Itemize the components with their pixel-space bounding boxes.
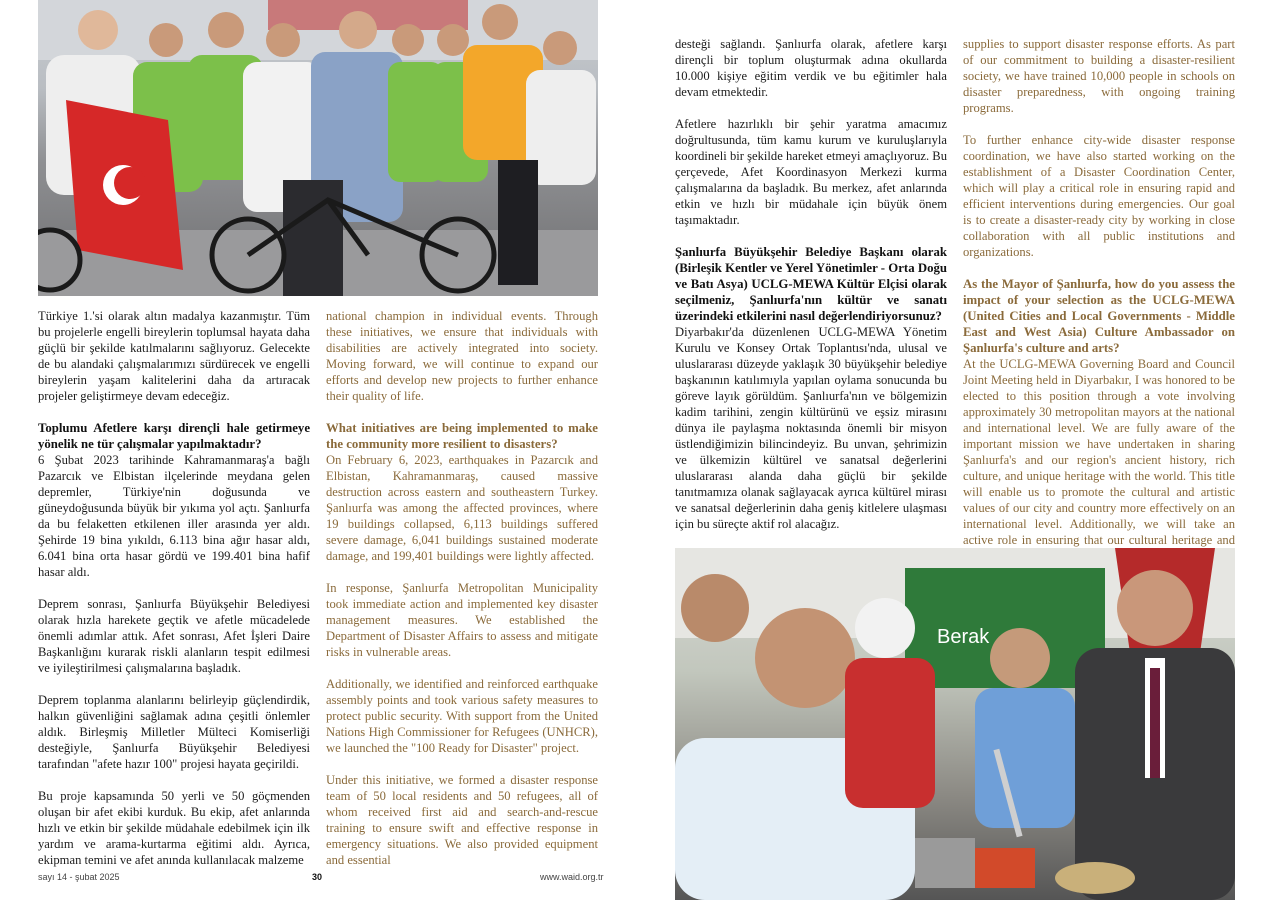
tr-paragraph: Afetlere hazırlıklı bir şehir yaratma amacımız doğrultusunda, tüm kamu kurum ve kuruluşlarıyla koordineli bir şekilde hareket etmeyi amaçlıyoruz. Bu çerçevede, Afet Koordinasyon Merkezi kurma çalışmalarına da başladık. Bu merkez, afet anlarında etkin ve hızlı bir müdahale için büyük önem taşımaktadır. [675,117,947,227]
tr-paragraph: Bu proje kapsamında 50 yerli ve 50 göçmenden oluşan bir afet ekibi kurduk. Bu ekip, afet anlarında hızlı ve etkin bir şekilde müdahale edebilmek için ilk yardım ve arama-kurtarma eğitimi aldı. Ayrıca, ekipman temini ve afet anında kullanılacak malzeme [38,789,310,867]
sign-text: Berak [937,626,990,648]
en-paragraph: Additionally, we identified and reinforced earthquake assembly points and took various safety measures to protect public security. With support from the United Nations High Commissioner for Refugees (UNHCR), we launched the "100 Ready for Disaster" project. [326,677,598,755]
page-number: 30 [312,872,323,882]
left-english-column [326,308,598,884]
en-paragraph: To further enhance city-wide disaster response coordination, we have also started working on the establishment of a Disaster Coordination Center, which will play a critical role in ensuring rapid and efficient interventions during emergencies. Our goal is to create a disaster-ready city by working in close collaboration with all public institutions and organizations. [963,133,1235,259]
tr-intro-paragraph: Türkiye 1.'si olarak altın madalya kazanmıştır. Tüm bu projelerle engelli bireylerin toplumsal hayata daha güçlü bir şekilde katılmalarını sağlıyoruz. Gelecekte de bu alandaki çalışmalarımızı sürdürecek ve engelli bireylerin yaşam kalitelerini daha da artıracak projeler geliştirmeye devam edeceğiz. [38,309,310,403]
en-paragraph: In response, Şanlıurfa Metropolitan Municipality took immediate action and implemented key disaster management measures. We established the Department of Disaster Affairs to assess and mitigate risks in vulnerable areas. [326,581,598,659]
cyclists-group-photo [38,0,598,296]
tr-question-heading: Şanlıurfa Büyükşehir Belediye Başkanı olarak (Birleşik Kentler ve Yerel Yönetimler - Orta Doğu ve Batı Asya) UCLG-MEWA Kültür Elçisi olarak seçilmeniz, Şanlıurfa'nın kültür ve sanatı üzerindeki etkilerini nasıl değerlendiriyorsunuz? [675,245,947,323]
footer-issue: sayı 14 - şubat 2025 [38,872,120,882]
left-turkish-column [38,308,310,884]
footer-url[interactable]: www.waid.org.tr [540,872,604,882]
right-page [637,0,1273,900]
en-question-heading: What initiatives are being implemented to make the community more resilient to disasters? [326,421,598,451]
left-page [0,0,636,900]
food-serving-photo [675,548,1235,900]
tr-paragraph: desteği sağlandı. Şanlıurfa olarak, afetlere karşı dirençli bir toplum oluşturmak adına okullarda 10.000 kişiye eğitim verdik ve bu eğitimler hala devam etmektedir. [675,37,947,99]
right-english-column [963,36,1235,596]
en-question-heading: As the Mayor of Şanlıurfa, how do you assess the impact of your selection as the UCLG-MEWA (United Cities and Local Governments - Middle East and West Asia) Culture Ambassador on Şanlıurfa's culture and arts? [963,277,1235,355]
tr-question-heading: Toplumu Afetlere karşı dirençli hale getirmeye yönelik ne tür çalışmalar yapılmaktadır? [38,421,310,451]
en-intro-paragraph: national champion in individual events. Through these initiatives, we ensure that individuals with disabilities are actively integrated into society. Moving forward, we will continue to expand our efforts and develop new projects to further enhance their quality of life. [326,309,598,403]
en-paragraph: Under this initiative, we formed a disaster response team of 50 local residents and 50 refugees, all of whom received first aid and search-and-rescue training to ensure swift and effective response in emergency situations. We also provided equipment and essential [326,773,598,867]
tr-paragraph: 6 Şubat 2023 tarihinde Kahramanmaraş'a bağlı Pazarcık ve Elbistan ilçelerinde meydana gelen depremler, Türkiye'nin doğusunda ve güneydoğusunda büyük bir yıkıma yol açtı. Şanlıurfa da bu felaketten etkilenen iller arasında yer aldı. Şehirde 19 bina yıkıldı, 6.113 bina ağır hasar aldı, 6.041 bina orta hasar gördü ve 199.401 bina hafif hasar aldı. [38,453,310,579]
right-turkish-column [675,36,947,548]
en-paragraph: On February 6, 2023, earthquakes in Pazarcık and Elbistan, Kahramanmaraş, caused massive destruction across eastern and southeastern Turkey. Şanlıurfa was among the affected provinces, where 19 buildings collapsed, 6,113 buildings suffered severe damage, 6,041 buildings sustained moderate damage, and 199,401 buildings were lightly affected. [326,453,598,563]
en-paragraph: At the UCLG-MEWA Governing Board and Council Joint Meeting held in Diyarbakır, I was honored to be elected to this position through a vote involving approximately 30 metropolitan mayors at the national and international level. We are fully aware of the important mission we have undertaken in sharing Şanlıurfa's and our region's ancient history, rich culture, and unique heritage with the world. This title will enable us to promote the cultural and artistic values of our city and country more effectively on an international level. Additionally, we will take an active role in ensuring that our cultural heritage and [963,357,1235,547]
tr-paragraph: Deprem toplanma alanlarını belirleyip güçlendirdik, halkın güvenliğini sağlamak adına çeşitli önlemler aldık. Birleşmiş Milletler Mülteci Komiserliği desteğiyle, Şanlıurfa Büyükşehir Belediyesi tarafından "afete hazır 100" projesi hayata geçirildi. [38,693,310,771]
tr-paragraph: Diyarbakır'da düzenlenen UCLG-MEWA Yönetim Kurulu ve Konsey Ortak Toplantısı'nda, ulusal ve uluslararası düzeyde yaklaşık 30 büyükşehir belediye başkanının katılımıyla yapılan oylama sonucunda bu göreve layık görüldüm. Şanlıurfa'nın ve bölgemizin kadim tarihini, zengin kültürünü ve eşsiz mirasını dünya ile paylaşma noktasında önemli bir misyon üstlendiğimizin bilincindeyiz. Bu unvan, şehrimizin ve ülkemizin kültürel ve sanatsal değerlerini uluslararası alanda daha güçlü bir şekilde tanıtmamıza olanak sağlayacak ayrıca kültürel mirası ve sanatsal değerlerinin daha geniş kitlelere ulaşması için bu süreçte aktif rol alacağız. [675,325,947,531]
en-paragraph: supplies to support disaster response efforts. As part of our commitment to building a disaster-resilient society, we have trained 10,000 people in schools on disaster preparedness, with ongoing training programs. [963,37,1235,115]
tr-paragraph: Deprem sonrası, Şanlıurfa Büyükşehir Belediyesi olarak hızla harekete geçtik ve afetle mücadelede önemli adımlar attık. Afet sonrası, Afet İşleri Daire Başkanlığını kurarak riskli alanların tespit edilmesi ve iyileştirilmesi çalışmalarına başladık. [38,597,310,675]
food-serving-illustration [675,548,1235,900]
cyclists-photo-illustration [38,0,598,296]
